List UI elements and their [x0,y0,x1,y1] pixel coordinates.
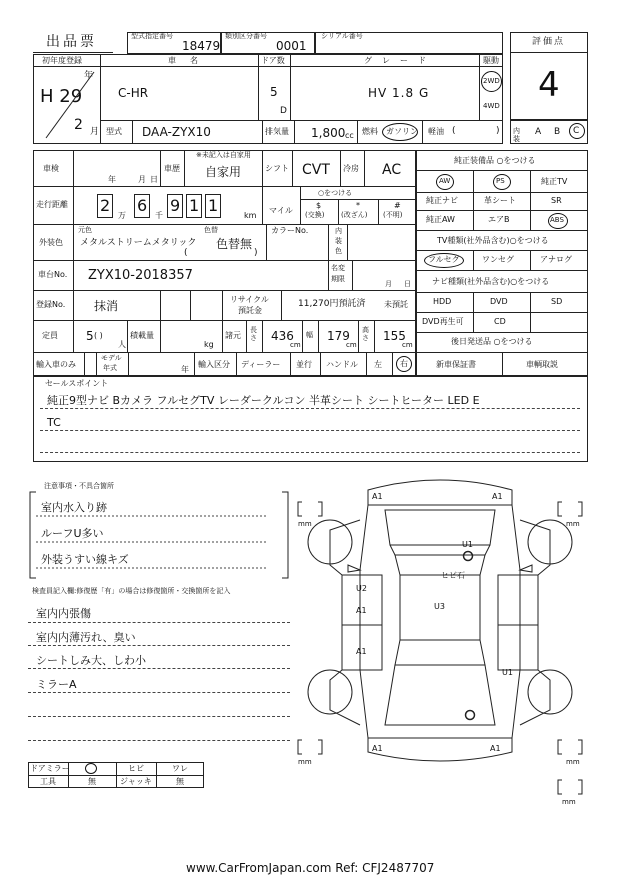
genuine-ps: PS [496,177,505,185]
mileage-tamper-1: * [356,201,360,210]
displacement-label: 排気量 [265,127,289,136]
sales-label: セールスポイント [45,379,109,388]
shift-value: CVT [302,162,330,178]
mileage-digit-2: 6 [137,196,148,215]
mileage-man-unit: 万 [118,211,126,220]
diag-mark-left-door-rear: A1 [356,647,367,656]
interior-label: 内装 [513,127,520,143]
handle-right: 右 [400,359,408,368]
color-code-label: 色替 [204,226,218,234]
fuel-other-open: ( [452,126,456,136]
diag-mm-4: mm [566,758,580,766]
model-cert-label: 型式指定番号 [131,32,173,40]
fuel-other-close: ) [496,126,500,136]
genuine-aw: AW [439,177,451,185]
model-year-label-1: モデル [101,354,122,362]
mileage-digit-5: 1 [208,196,219,215]
page-title: 出品票 [46,34,97,50]
fuel-selected: ガソリン [386,127,418,136]
diag-mark-roof: U3 [434,602,445,611]
diag-mark-left-door-front-a: A1 [356,606,367,615]
parts-door-mirror: ドアミラー [30,764,70,773]
colorno-label: カラーNo. [271,226,309,235]
color-change-value: 色替無 [216,237,253,251]
first-reg-month-suffix: 月 [90,127,100,137]
mileage-check: ○をつける [318,189,353,197]
genuine-navi: 純正ナビ [426,196,458,205]
navi-hdd: HDD [433,297,452,306]
genuine-sr: SR [551,196,562,205]
registration-label: 登録No. [36,300,66,309]
genuine-tv: 純正TV [541,177,568,186]
capacity-unit: 人 [118,340,126,349]
interior-a: A [535,127,542,137]
mileage-digit-1: 2 [100,196,111,215]
mileage-unknown-1: # [394,201,401,210]
diag-mark-left-door-front: U2 [356,584,367,593]
usage-note: ※未記入は自家用 [196,151,251,159]
diag-mark-front-left: A1 [372,492,383,501]
dims-label: 諸元 [225,331,241,340]
chassis-value: ZYX10-2018357 [88,268,193,283]
displacement-value: 1,800 [311,126,346,140]
notes-title: 注意事項・不具合箇所 [44,482,114,490]
import-cat-label: 輸入区分 [198,360,230,369]
interior-b: B [554,127,561,137]
model-value: DAA-ZYX10 [142,125,211,139]
sales-line-1: 純正9型ナビ Bカメラ フルセグTV レーダークルコン 半革シート シートヒーター LED E [47,394,480,407]
tv-oneseg: ワンセグ [482,255,514,264]
model-label: 型式 [106,127,122,136]
recycle-value: 11,270円預託済 [298,299,366,309]
door-type: D [280,106,287,116]
parts-jack-val: 無 [176,777,184,786]
recycle-label-2: 預託金 [238,306,262,315]
first-reg-label: 初年度登録 [42,56,82,65]
parts-mirror-check-circle [85,763,97,774]
first-reg-month: 2 [74,117,83,133]
interior-c: C [573,126,580,136]
inspection-day: 日 [150,175,158,184]
chassis-label: 車台No. [38,270,68,279]
width-label: 幅 [306,331,313,339]
width-unit: cm [346,341,357,349]
inspector-title: 検査員記入欄:修復歴「有」の場合は修復箇所・交換箇所を記入 [32,587,231,595]
car-name: C-HR [118,86,149,100]
length-unit: cm [290,341,301,349]
ac-label: 冷房 [343,164,359,173]
interior-color-label-1: 内 [335,227,342,235]
diag-mark-rear-right: A1 [490,744,501,753]
sales-block [33,376,588,462]
genuine-title: 純正装備品 ○をつける [454,156,536,165]
drive-label: 駆動 [483,56,499,65]
height-label: 高さ [362,326,369,342]
color-paren-close: ) [254,248,258,258]
name-change-label-2: 期限 [331,275,345,283]
drive-2wd: 2WD [483,77,500,85]
category-label: 類別区分番号 [225,32,267,40]
navi-sd: SD [551,297,563,306]
navi-cd: CD [494,317,506,326]
recycle-unpaid: 未預託 [384,300,408,309]
handle-label: ハンドル [326,360,358,369]
inspection-year: 年 [108,175,116,184]
diag-mark-hood: U1 [462,540,473,549]
height-value: 155 [383,329,406,343]
inspector-item-1: 室内内張傷 [36,607,91,620]
score-label: 評価点 [532,37,566,47]
length-label: 長さ [250,326,257,342]
mileage-digit-3: 9 [170,196,181,215]
note-item-3: 外装うすい線キズ [41,553,129,566]
tv-title: TV種類(社外品含む)○をつける [437,236,549,245]
displacement-unit: cc [345,131,354,140]
serial-label: シリアル番号 [321,32,363,40]
mileage-label: 走行距離 [36,200,68,209]
later-manual: 車輌取説 [526,360,558,369]
diag-mark-front-right: A1 [492,492,503,501]
length-value: 436 [271,329,294,343]
usage-value: 自家用 [205,165,242,179]
parts-tools: 工具 [40,777,56,786]
parts-tools-val: 無 [88,777,96,786]
capacity-value: 5 [86,329,94,343]
fuel-light: 軽油 [428,127,444,136]
mileage-unknown-2: (不明) [383,211,403,219]
later-title: 後日発送品 ○をつける [451,337,533,346]
mileage-digit-4: 1 [189,196,200,215]
car-damage-diagram [290,470,590,810]
model-year-unit: 年 [181,365,189,374]
model-year-label-2: 年式 [103,364,117,372]
navi-dvd: DVD [490,297,508,306]
navi-dvd-play: DVD再生可 [422,317,464,326]
genuine-leather: 革シート [484,196,516,205]
doors-label: ドア数 [261,56,285,65]
dealer: ディーラー [241,360,281,369]
recycle-label-1: リサイクル [230,295,269,304]
import-label: 輸入車のみ [36,360,76,369]
shift-label: シフト [265,164,289,173]
model-cert-value: 18479 [182,39,221,53]
mileage-exchange-1: $ [316,201,322,210]
diag-mark-windshield: ヒビ石 [441,571,465,580]
parts-ware: ワレ [172,764,188,773]
navi-title: ナビ種類(社外品含む)○をつける [432,277,550,286]
diag-mark-right-door-rear: U1 [502,668,513,677]
handle-left: 左 [374,360,382,369]
diag-mm-5: mm [562,798,576,806]
inspector-item-2: 室内内薄汚れ、臭い [36,631,136,644]
color-paren-open: ( [184,248,188,258]
note-item-1: 室内水入り跡 [41,501,107,514]
diag-mm-1: mm [298,520,312,528]
doors-value: 5 [270,85,278,99]
mileage-exchange-2: (交換) [305,211,325,219]
genuine-abs: ABS [550,216,564,224]
diag-mm-2: mm [566,520,580,528]
grade-value: HV 1.8 G [368,86,430,100]
usage-label: 車歴 [164,164,180,173]
first-reg-era: H 29 [40,86,83,107]
registration-value: 抹消 [94,299,119,313]
name-change-label-1: 名変 [331,264,345,272]
inspection-label: 車検 [43,164,59,173]
load-unit: kg [204,340,214,349]
car-name-label: 車名 [168,56,212,65]
category-value: 0001 [276,39,307,53]
load-label: 積載量 [130,331,154,340]
ac-value: AC [382,162,402,178]
mileage-tamper-2: (改ざん) [341,211,368,219]
later-warranty: 新車保証書 [436,360,476,369]
width-value: 179 [327,329,350,343]
height-unit: cm [402,341,413,349]
color-orig-label: 元色 [78,226,92,234]
fuel-label: 燃料 [362,127,378,136]
parts-jack: ジャッキ [120,777,152,786]
mileage-sen-unit: 千 [155,211,163,220]
mileage-km-unit: km [244,211,257,220]
color-label: 外装色 [39,238,63,247]
note-item-2: ルーフU多い [41,527,104,540]
first-reg-year-suffix: 年 [84,71,94,81]
interior-color-label-2: 装 [335,237,342,245]
inspector-item-3: シートしみ大、しわ小 [36,654,146,667]
name-change-month: 月 [385,280,392,288]
inspection-month: 月 [138,175,146,184]
parallel: 並行 [296,360,312,369]
name-change-day: 日 [404,280,411,288]
grade-label: グレード [364,56,436,65]
score-value: 4 [538,65,560,105]
diag-mark-rear-left: A1 [372,744,383,753]
capacity-label: 定員 [42,331,58,340]
capacity-paren: ( ) [94,331,103,340]
drive-4wd: 4WD [483,102,500,110]
footer-reference: www.CarFromJapan.com Ref: CFJ2487707 [186,861,435,875]
mileage-mile: マイル [269,206,293,215]
sales-line-2: TC [47,416,61,429]
tv-analog: アナログ [540,255,572,264]
tv-fullseg: フルセグ [428,255,460,264]
genuine-airbag: エアB [488,215,510,224]
diag-mm-3: mm [298,758,312,766]
inspector-item-4: ミラーA [36,678,77,691]
color-orig-value: メタルストリームメタリック [80,238,197,248]
genuine-aw2: 純正AW [426,215,455,224]
interior-color-label-3: 色 [335,247,342,255]
parts-hibi: ヒビ [128,764,144,773]
